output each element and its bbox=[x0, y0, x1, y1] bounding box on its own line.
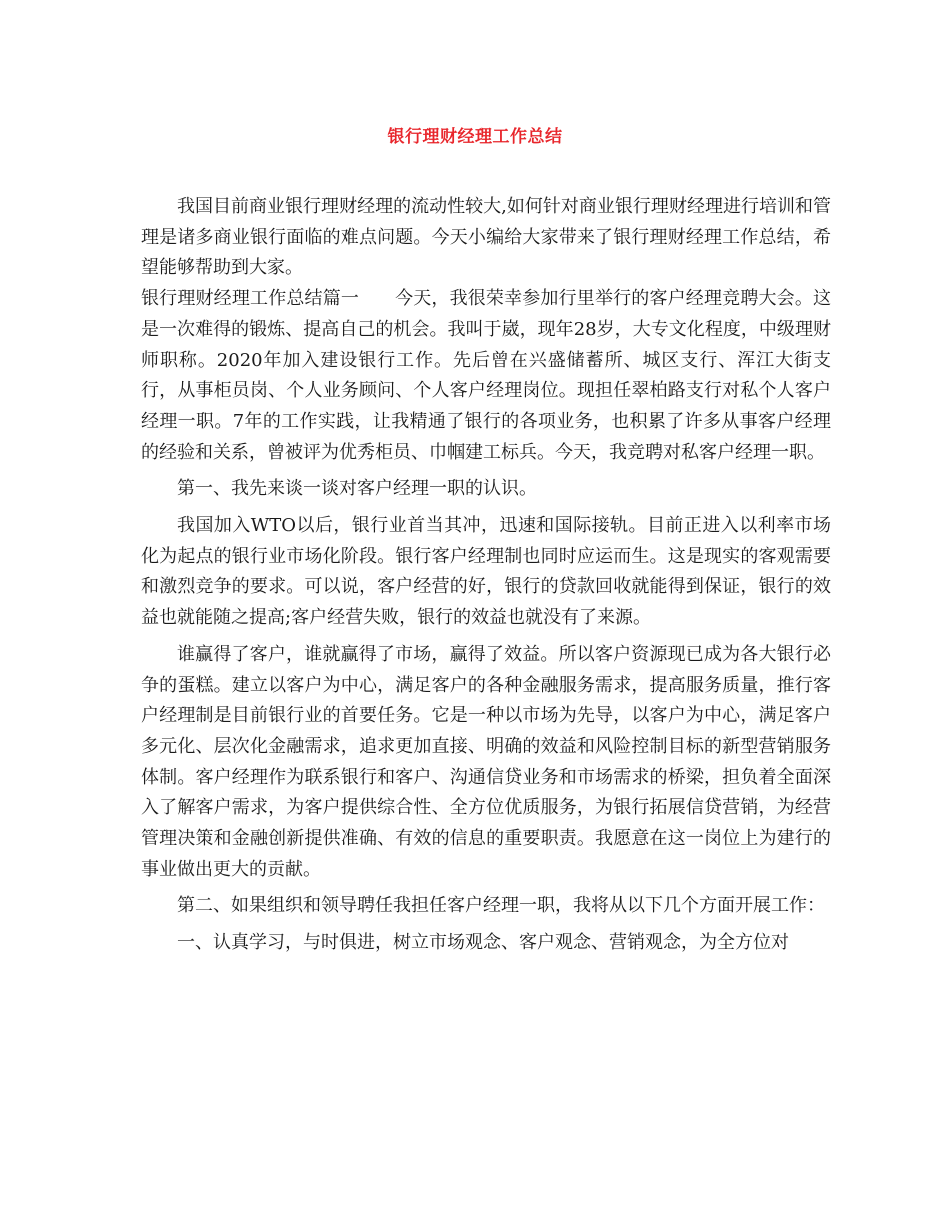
paragraph-2: 我国加入WTO以后，银行业首当其冲，迅速和国际接轨。目前正进入以利率市场化为起点的银行业市场化阶段。银行客户经理制也同时应运而生。这是现实的客观需要和激烈竞争的要求。可以说，客户经营的好，银行的贷款回收就能得到保证，银行的效益也就能随之提高;客户经营失败，银行的效益也就没有了来源。 bbox=[141, 515, 831, 629]
section1-paragraph bbox=[141, 284, 831, 468]
intro-paragraph: 我国目前商业银行理财经理的流动性较大,如何针对商业银行理财经理进行培训和管理是诸多商业银行面临的难点问题。今天小编给大家带来了银行理财经理工作总结，希望能够帮助到大家。 bbox=[141, 196, 831, 279]
document-title: 银行理财经理工作总结 bbox=[387, 127, 563, 147]
paragraph-5: 一、认真学习，与时俱进，树立市场观念、客户观念、营销观念，为全方位对 bbox=[177, 932, 789, 954]
section1-text: 今天，我很荣幸参加行里举行的客户经理竞聘大会。这是一次难得的锻炼、提高自己的机会。我叫于崴，现年28岁，大专文化程度，中级理财师职称。2020年加入建设银行工作。先后曾在兴盛储蓄所、城区支行、浑江大街支行，从事柜员岗、个人业务顾问、个人客户经理岗位。现担任翠柏路支行对私个人客户经理一职。7年的工作实践，让我精通了银行的各项业务，也积累了许多从事客户经理的经验和关系，曾被评为优秀柜员、巾帼建工标兵。今天，我竞聘对私客户经理一职。 bbox=[141, 288, 832, 463]
section-heading: 银行理财经理工作总结篇一 bbox=[141, 288, 360, 310]
document-body bbox=[141, 192, 831, 959]
paragraph-3: 谁赢得了客户，谁就赢得了市场，赢得了效益。所以客户资源现已成为各大银行必争的蛋糕。建立以客户为中心，满足客户的各种金融服务需求，提高服务质量，推行客户经理制是目前银行业的首要任务。它是一种以市场为先导，以客户为中心，满足客户多元化、层次化金融需求，追求更加直接、明确的效益和风险控制目标的新型营销服务体制。客户经理作为联系银行和客户、沟通信贷业务和市场需求的桥梁，担负着全面深入了解客户需求，为客户提供综合性、全方位优质服务，为银行拓展信贷营销，为经营管理决策和金融创新提供准确、有效的信息的重要职责。我愿意在这一岗位上为建行的事业做出更大的贡献。 bbox=[141, 643, 831, 880]
paragraph-4: 第二、如果组织和领导聘任我担任客户经理一职，我将从以下几个方面开展工作： bbox=[177, 895, 825, 917]
paragraph-1: 第一、我先来谈一谈对客户经理一职的认识。 bbox=[177, 478, 537, 500]
